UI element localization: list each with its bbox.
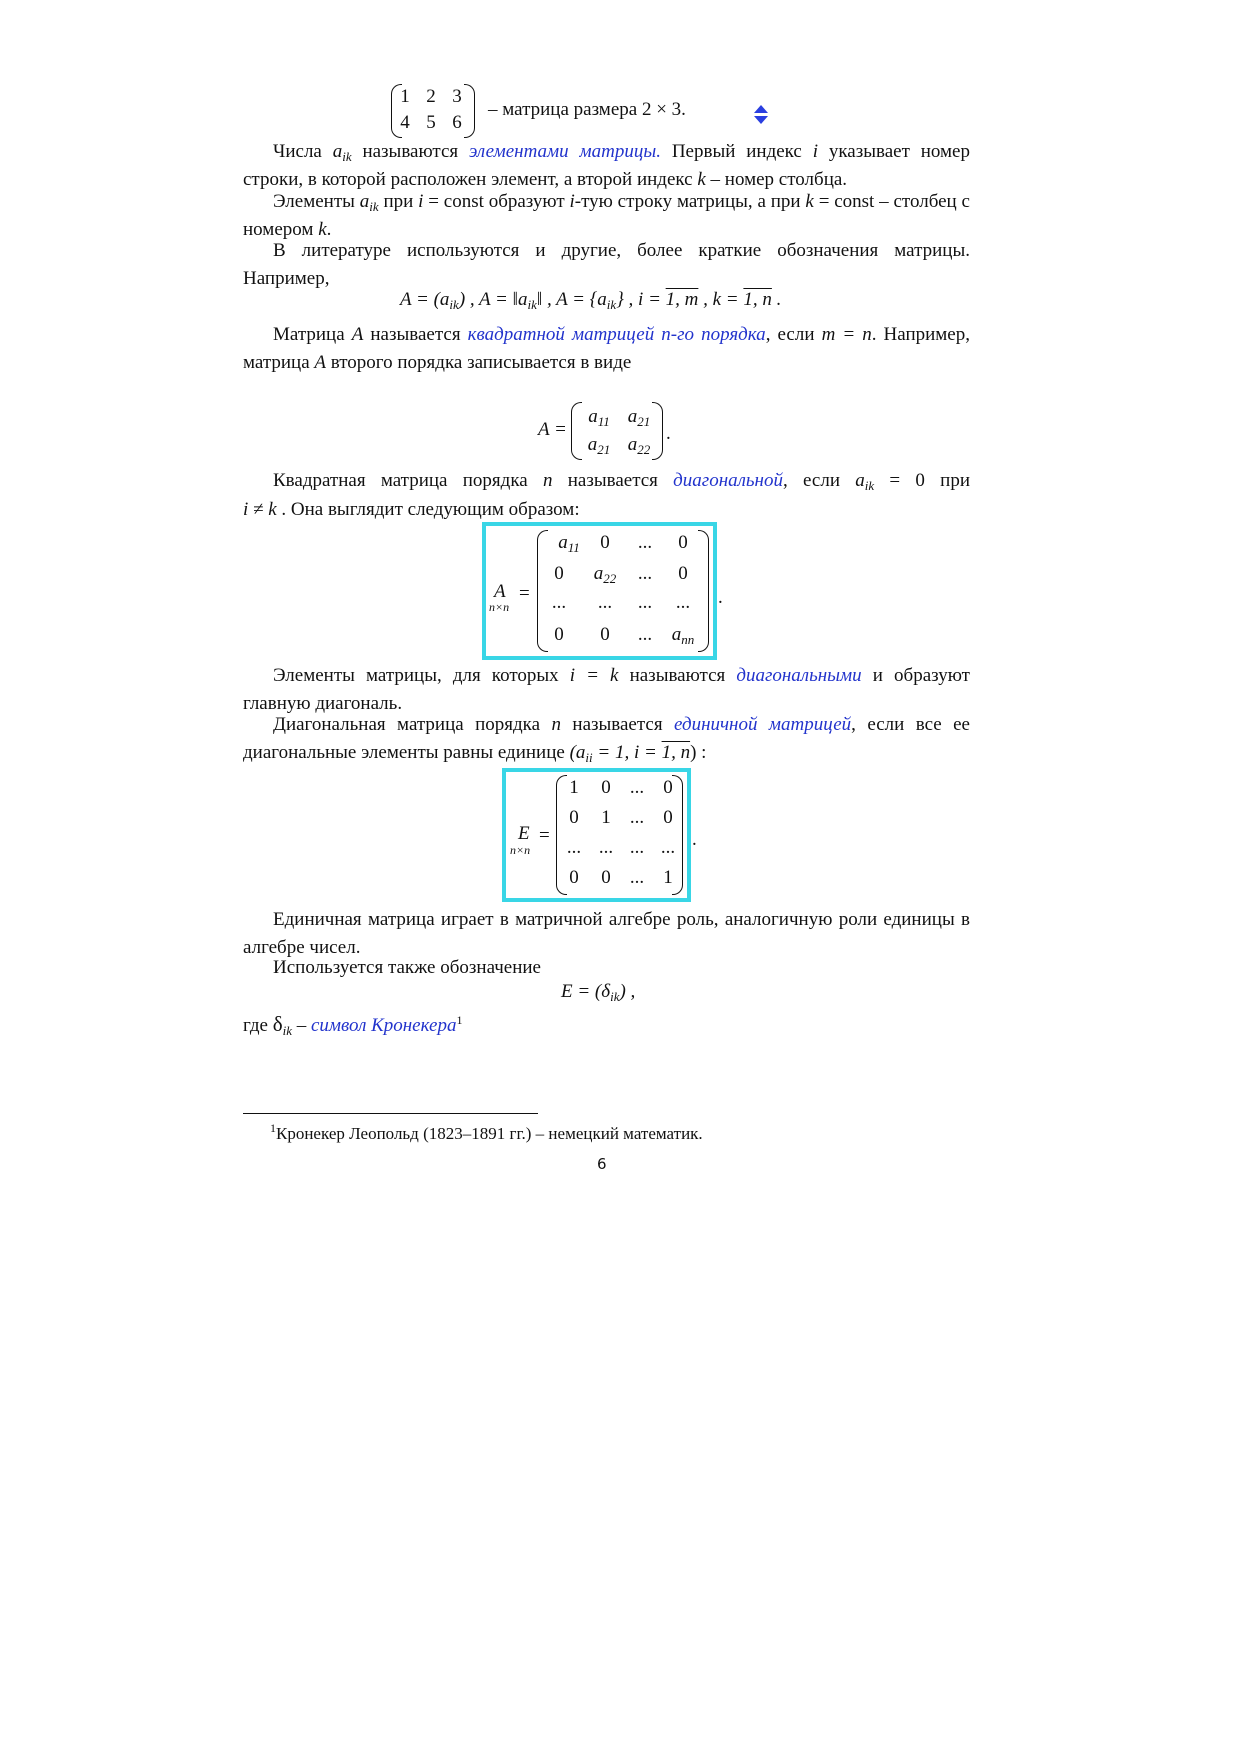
term-matrix-elements: элементами матрицы. bbox=[468, 141, 661, 162]
paragraph-diagonal-line1: Квадратная матрица порядка n называется диагональной, если $a_{ik} = 0$ при bbox=[273, 470, 971, 493]
paragraph-identity-matrix: Диагональная матрица порядка n называется единичной матрицей, если все ее диагональные элементы равны единице ($a_{ii} = 1$, i = 1, n) : bbox=[243, 714, 970, 765]
paragraph-main-diagonal: Элементы матрицы, для которых i = k называются диагональными и образуют главную диагональ. bbox=[243, 665, 970, 714]
paragraph-identity-role: Единичная матрица играет в матричной алгебре роль, аналогичную роли единицы в алгебре чисел. bbox=[243, 909, 970, 958]
term-diagonal-elements: диагональными bbox=[736, 665, 862, 686]
matrix-caption: – матрица размера 2 × 3. bbox=[488, 99, 686, 120]
term-diagonal: диагональной bbox=[673, 470, 783, 491]
matrix-cell: 4 bbox=[400, 112, 410, 133]
document-page: 1 2 3 4 5 6 – матрица размера 2 × 3. Числа $a_{ik}$ называются элементами матрицы. Первый индекс i указывает номер строки, в которой расположен элемент, а второй индекс k – номер столбца. Элементы $a_{ik}$ при i = const образуют i-тую строку матрицы, а при k = const – столбец с номером k. В литературе используются и другие, более краткие обозначения матрицы. Например, $A = (a_{ik})$ , $A = ‖a_{ik}‖$ , $A = \{a_{ik}\}$ , i = 1, m , k = 1, n . Матрица A называется квадратной матрицей n-го порядка, если m = n. Например, матрица A второго порядка записывается в виде A = $a_{11}$ $a_{21}$ $a_{21}$ $a_{22}$ . Квадратная матрица порядка n называется диагональной, если $a_{ik} = 0$ при i ≠ k . Она выглядит следующим образом: A n×n = $a_{11}$ 0 ... 0 0 $a_{22}$ ... 0 ... ... ... ... 0 0 ... $a_{nn}$ . Элементы матрицы, для которых i = k называются диагональными и образуют главную диагональ. Диагональная матрица порядка n называется единичной матрицей, если все ее диагональные элементы равны единице ($a_{ii} = 1$, i = 1, n) : E n×n = 1 0 ... 0 0 1 ... 0 ... ... ... ... 0 0 ... 1 . Единичная матрица играет в матричной алгебре роль, аналогичную роли единицы в алгебре чисел. Используется также обозначение $E = (\delta_{ik})$ , где $\delta_{ik}$ – символ Кронекера$^1$ $^1$Кронекер Леопольд (1823–1891 гг.) – немецкий математик. 6 bbox=[243, 86, 971, 1173]
matrix-2x2: $a_{11}$ $a_{21}$ $a_{21}$ $a_{22}$ bbox=[571, 402, 663, 460]
paragraph-square-matrix: Матрица A называется квадратной матрицей n-го порядка, если m = n. Например, матрица A второго порядка записывается в виде bbox=[243, 324, 970, 373]
identity-matrix: 1 0 ... 0 0 1 ... 0 ... ... ... ... 0 0 ... 1 bbox=[556, 775, 683, 895]
notation-formula: $A = (a_{ik})$ , $A = ‖a_{ik}‖$ , $A = \{a_{ik}\}$ , i = 1, m , k = 1, n . bbox=[400, 289, 782, 312]
paragraph-kronecker: где $\delta_{ik}$ – символ Кронекера$^1$ bbox=[243, 1012, 463, 1038]
paragraph-notation-also: Используется также обозначение bbox=[273, 957, 541, 978]
term-square-matrix: квадратной матрицей n-го порядка bbox=[467, 324, 766, 345]
matrix-cell: 3 bbox=[452, 86, 462, 107]
term-kronecker-symbol[interactable]: символ Кронекера bbox=[311, 1015, 457, 1036]
footnote-divider bbox=[243, 1113, 538, 1114]
footnote: $^1$Кронекер Леопольд (1823–1891 гг.) – немецкий математик. bbox=[270, 1121, 703, 1143]
page-number: 6 bbox=[597, 1155, 607, 1173]
matrix-cell: 1 bbox=[400, 86, 410, 107]
matrix-cell: 2 bbox=[426, 86, 436, 107]
paragraph-diagonal-line2: i ≠ k . Она выглядит следующим образом: bbox=[243, 499, 580, 520]
matrix-2x2-lhs: A = bbox=[538, 419, 567, 440]
matrix-cell: 5 bbox=[426, 112, 436, 133]
matrix-cell: 6 bbox=[452, 112, 462, 133]
diag-lhs: A bbox=[494, 581, 506, 602]
paragraph-matrix-elements: Числа $a_{ik}$ называются элементами матрицы. Первый индекс i указывает номер строки, в которой расположен элемент, а второй индекс k – номер столбца. bbox=[243, 141, 970, 190]
term-identity-matrix: единичной матрицей bbox=[674, 714, 852, 735]
up-down-arrows-icon[interactable] bbox=[753, 104, 769, 126]
kronecker-formula: $E = (\delta_{ik})$ , bbox=[561, 981, 636, 1004]
diagonal-matrix: $a_{11}$ 0 ... 0 0 $a_{22}$ ... 0 ... ... ... ... 0 0 ... $a_{nn}$ bbox=[537, 530, 709, 652]
paragraph-notations: В литературе используются и другие, более краткие обозначения матрицы. Например, bbox=[243, 240, 970, 289]
paragraph-rows-columns: Элементы $a_{ik}$ при i = const образуют i-тую строку матрицы, а при k = const – столбец с номером k. bbox=[243, 191, 970, 240]
matrix-2x3 bbox=[391, 84, 475, 138]
